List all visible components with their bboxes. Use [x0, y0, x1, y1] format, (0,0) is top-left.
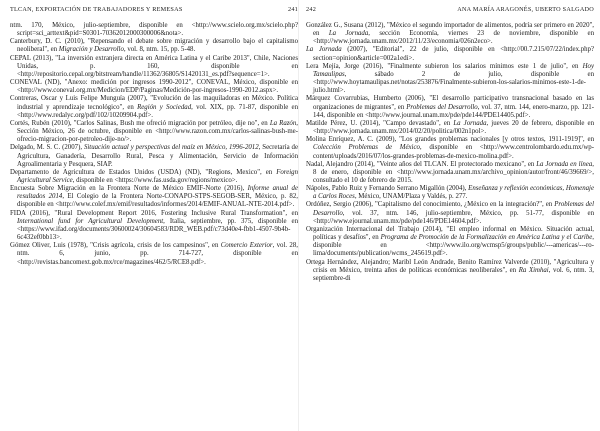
reference-text: CONEVAL (ND), "Anexo: medición por ingresos 1990-2012", CONEVAL, México, disponible en <http://www.coneval.org.mx/Medicion/EDP/Paginas/Medición-por-ingresos-1990-2012.aspx>.: [10, 79, 298, 95]
reference-entry: [306, 201, 594, 225]
reference-entry: [10, 185, 298, 209]
reference-entry: [306, 120, 594, 136]
reference-entry: [10, 169, 298, 185]
reference-entry: [10, 120, 298, 144]
reference-text: , vol. 8, ntm. 15, pp. 5-48.: [123, 46, 196, 54]
page-gutter: [298, 0, 299, 431]
reference-text: ntm. 170, México, julio-septiembre, disponible en <http://www.scielo.org.mx/scielo.php?script=sci_arttext&pid=S0301-70362012000300006&nota>.: [10, 22, 298, 38]
reference-entry: [10, 144, 298, 168]
reference-source-title: La Razón: [269, 119, 297, 127]
running-head-right: [306, 6, 594, 18]
reference-source-title: La Jornada: [306, 46, 342, 54]
reference-source-title: La Jornada en línea: [536, 160, 593, 168]
reference-entry: [306, 136, 594, 160]
reference-text: Molina Enríquez, A. C. (2009), "Los grandes problemas nacionales [y otros textos, 1911-1919]", en: [306, 136, 594, 144]
reference-text: González G., Susana (2012), "México el segundo importador de alimentos, podría ser primero en 2020", en: [306, 22, 594, 38]
reference-text: , vol. 28, ntm. 6, junio, pp. 714-727, disponible en <http://revistas.bancomext.gob.mx/rce/magazines/462/5/RCE8.pdf>.: [17, 242, 298, 266]
reference-text: , Secretaría de Agricultura, Ganadería, Desarrollo Rural, Pesca y Alimentación, Servicio de Información Agroalimentaria y Pesquera, SIAP.: [17, 144, 298, 168]
reference-entry: [306, 46, 594, 62]
reference-text: Lera Mejía, Jorge (2016), "Finalmente subieron los salarios mínimos este 1 de julio", en: [306, 62, 583, 70]
reference-source-title: Hoy Tamaulipas: [313, 62, 594, 78]
reference-entry: [306, 259, 594, 283]
reference-text: Encuesta Sobre Migración en la Frontera Norte de México EMIF-Norte (2016),: [10, 185, 248, 193]
reference-source-title: Migración y Desarrollo: [58, 46, 124, 54]
reference-source-title: Informe anual de resultados 2014: [17, 185, 298, 201]
reference-entry: [10, 79, 298, 95]
reference-text: , jueves 20 de febrero, disponible en <http://www.jornada.unam.mx/2014/02/20/politica/002n1pol>.: [313, 119, 594, 136]
reference-entry: [10, 22, 298, 38]
reference-text: Nadal, Alejandro (2014), "Veinte años del TLCAN. El protectorado mexicano", en: [306, 160, 537, 168]
reference-source-title: Situación actual y perspectivas del maíz en México, 1996-2012: [83, 144, 259, 152]
running-head-title: TLCAN, EXPORTACIÓN DE TRABAJADORES Y REMESAS: [10, 6, 183, 13]
reference-text: , disponible en <http://www.centrolombardo.edu.mx/wp-content/uploads/2016/07/los-grandes-problemas-de-mexico-molina.pdf>.: [313, 144, 594, 160]
reference-text: Organización Internacional del Trabajo (2014), "El empleo informal en México. Situación actual, políticas y desafíos", en: [306, 225, 594, 242]
reference-entry: [10, 242, 298, 266]
reference-entry: [10, 55, 298, 79]
reference-list: [10, 22, 298, 431]
reference-entry: [306, 63, 594, 96]
reference-entry: [10, 210, 298, 243]
reference-source-title: Ra Ximhai: [518, 266, 549, 274]
reference-source-title: La Jornada: [453, 119, 487, 127]
reference-text: , México, UNAM/Plaza y Valdés, p. 277.: [354, 193, 468, 201]
reference-text: FIDA (2016), "Rural Development Report 2016, Fostering Inclusive Rural Transformation", en: [10, 209, 298, 217]
reference-entry: [10, 95, 298, 119]
reference-text: Ordóñez, Sergio (2006), "Capitalismo del conocimiento, ¿México en la integración?", en: [306, 201, 555, 209]
reference-text: , disponible en <https://www.fas.usda.gov/regions/mexico>.: [72, 176, 238, 184]
reference-text: Márquez Covarrubias, Humberto (2006), "El desarrollo participativo transnacional basado en las organizaciones de migrantes", en: [306, 95, 594, 111]
reference-text: , vol. 6, ntm. 3, septiembre-di: [313, 266, 594, 282]
reference-source-title: Foreign Agricultural Service: [17, 168, 298, 184]
reference-text: , disponible en <http://www.ilo.org/wcmsp5/groups/public/---americas/---ro-lima/documents/publication/wcms_245619.pdf>.: [313, 234, 594, 258]
reference-text: , sección Economía, viernes 23 de noviembre, disponible en <http://www.jornada.unam.mx/2012/11/23/economia/026n2eco>.: [313, 30, 594, 46]
page-number: 242: [306, 6, 317, 13]
running-head-left: [10, 6, 298, 18]
reference-source-title: Enseñanza y reflexión económicas, Homenaje a Carlos Roces: [313, 185, 594, 201]
left-page: [10, 0, 298, 431]
reference-source-title: Problemas del Desarrollo: [406, 103, 478, 111]
reference-entry: [306, 161, 594, 185]
running-head-authors: ANA MARÍA ARAGONÉS, UBERTO SALGADO: [457, 6, 594, 13]
reference-list: [306, 22, 594, 431]
reference-source-title: Programa de Promoción de la Formalización en América Latina y el Caribe: [380, 234, 593, 242]
reference-text: (2007), "Editorial", 22 de julio, disponible en <http://00.7.215/07/22/index.php?section=opinion&article=002a1edi>.: [313, 46, 594, 62]
reference-source-title: Problemas del Desarrollo: [313, 201, 594, 217]
reference-entry: [10, 38, 298, 54]
reference-entry: [306, 95, 594, 119]
reference-source-title: Región y Sociedad: [137, 103, 192, 111]
reference-text: Contreras, Oscar y Luis Felipe Munguía (2007), "Evolución de las maquiladoras en México. Política industrial y aprendizaje tecnológico", en: [10, 95, 298, 111]
reference-text: Ortega Hernández, Alejandro; Maribl León Andrade, Benito Ramírez Valverde (2010), "Agricultura y crisis en México, treinta años de políticas económicas neoliberales", en: [306, 258, 594, 274]
reference-text: , 8 de enero, disponible en <http://www.jornada.unam.mx/archivo_opinion/autor/front/46/39669/>, consultado el 10 de febrero de 2015.: [313, 160, 594, 184]
reference-entry: [306, 185, 594, 201]
reference-text: , vol. XIX, pp. 71-87, disponible en <http://www.redalyc.org/pdf/102/10209904.pdf>.: [17, 103, 298, 119]
reference-text: Departamento de Agricultura de Estados Unidos (USDA) (ND), "Regions, Mexico", en: [10, 168, 277, 176]
reference-text: Matilde Pérez, U. (2014), "Campo devastado", en: [306, 119, 454, 127]
reference-text: Cortés, Rubén (2010), "Carlos Salinas, Bush me ofreció migración por petróleo, dije no", en: [10, 119, 270, 127]
reference-entry: [306, 22, 594, 46]
reference-source-title: Colección Problemas de México: [313, 144, 420, 152]
reference-text: Delgado, M. S. C. (2007),: [10, 144, 84, 152]
reference-text: , sábado 2 de julio, disponible en <http://www.hoytamaulipas.net/notas/253876/Finalmente-subieron-los-salarios-minimos-este-1-de-julio.html>.: [313, 70, 594, 95]
reference-source-title: Comercio Exterior: [220, 242, 273, 250]
reference-text: CEPAL (2013), "La inversión extranjera directa en América Latina y el Caribe 2013", Chile, Naciones Unidas, p. 160, disponible en <http://repositorio.cepal.org/bitstream/handle/11362/36805/S1420131_es.pdf?sequence=1>.: [10, 54, 298, 78]
reference-text: Canterbury, D. C. (2010), "Repensando el debate sobre migración y desarrollo bajo el capitalismo neoliberal", en: [10, 38, 298, 54]
reference-text: , Italia, septiembre, pp. 375, disponible en <https://www.ifad.org/documents/30600024/30604583/RDR_WEB.pdf/c73d40e4-fbb1-4507-9b4b-6c432ef0bb13>.: [17, 217, 298, 242]
reference-text: , vol. 37, ntm. 146, julio-septiembre, México, pp. 51-77, disponible en <http://www.ejournal.unam.mx/pde/pde146/PDE14604.pdf>.: [313, 209, 594, 225]
reference-entry: [306, 226, 594, 259]
reference-text: , El Colegio de la Frontera Norte-CONAPO-STPS-SEGOB-SER, México, p. 82, disponible en <http://www.colef.mx/emif/resultados/informes/2014/EMIF-ANUAL-NTE-2014.pdf>.: [17, 193, 298, 209]
reference-text: , vol. 37, ntm. 144, enero-marzo, pp. 121-144, disponible en <http://www.journal.unam.mx/pde/pde144/PDE14405.pdf>.: [313, 103, 594, 119]
right-page: [306, 0, 594, 431]
reference-text: Nápoles, Pablo Ruiz y Fernando Serrano Migallón (2004),: [306, 185, 469, 193]
reference-text: Gómez Oliver, Luis (1978), "Crisis agrícola, crisis de los campesinos", en: [10, 242, 221, 250]
reference-text: Sección México, 26 de octubre, disponible en <http://www.razon.com.mx/carlos-salinas-bush-me-ofrecio-migracion-por-petroleo-dije-no/>.: [17, 128, 298, 144]
reference-source-title: La Jornada: [328, 30, 369, 38]
reference-source-title: International fund for Agricultural Development: [17, 217, 164, 225]
page-number: 241: [287, 6, 298, 13]
